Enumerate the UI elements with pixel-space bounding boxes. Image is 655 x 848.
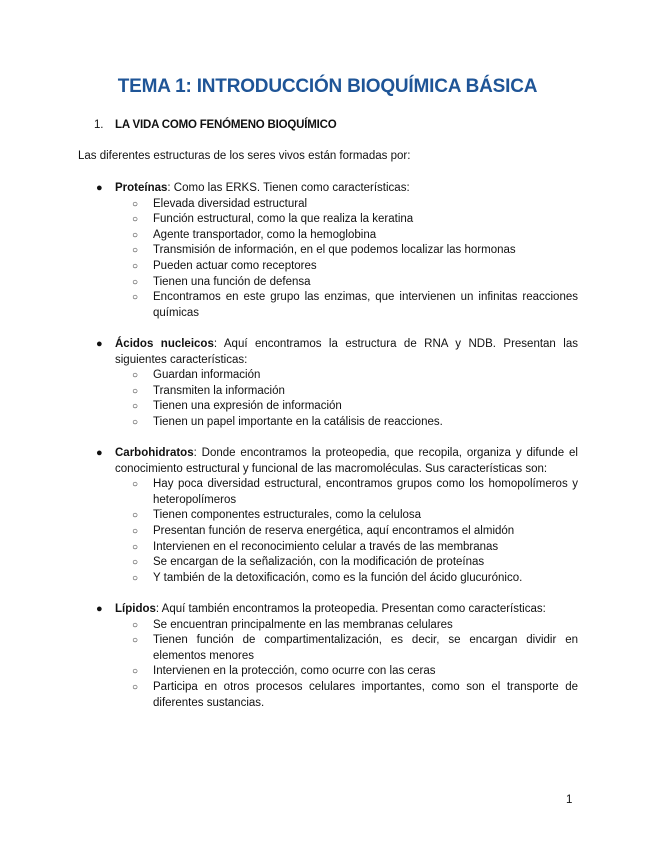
circle-bullet-icon: ○ <box>132 666 139 678</box>
list-item <box>115 228 578 244</box>
list-item <box>115 680 578 711</box>
characteristics-list <box>115 197 578 322</box>
list-item-text: Tienen componentes estructurales, como la celulosa <box>153 509 422 522</box>
group-name: Lípidos <box>115 603 156 616</box>
circle-bullet-icon: ○ <box>132 292 139 304</box>
group-name: Carbohidratos <box>115 447 194 460</box>
list-item-text: Transmiten la información <box>153 384 285 397</box>
list-item-text: Intervienen en el reconocimiento celular a través de las membranas <box>153 540 499 553</box>
group-description: : Aquí encontramos la estructura de RNA y NDB. Presentan las siguientes características: <box>115 337 578 366</box>
circle-bullet-icon: ○ <box>132 541 139 553</box>
list-item-text: Elevada diversidad estructural <box>153 197 308 210</box>
characteristics-list <box>115 368 578 430</box>
list-item-text: Función estructural, como la que realiza la keratina <box>153 213 414 226</box>
list-item-text: Se encuentran principalmente en las membranas celulares <box>153 618 453 631</box>
list-item <box>115 384 578 400</box>
circle-bullet-icon: ○ <box>132 198 139 210</box>
characteristics-list <box>115 618 578 712</box>
list-item <box>115 618 578 634</box>
list-item-text: Intervienen en la protección, como ocurre con las ceras <box>153 665 436 678</box>
list-item <box>115 259 578 275</box>
section-heading <box>94 119 336 131</box>
list-item <box>115 555 578 571</box>
circle-bullet-icon: ○ <box>132 401 139 413</box>
circle-bullet-icon: ○ <box>132 245 139 257</box>
list-item-text: Se encargan de la señalización, con la modificación de proteínas <box>153 556 485 569</box>
group-item <box>94 337 578 431</box>
circle-bullet-icon: ○ <box>132 635 139 647</box>
characteristics-list <box>115 477 578 586</box>
list-item <box>115 243 578 259</box>
list-item-text: Tienen una expresión de información <box>153 400 342 413</box>
list-item <box>115 415 578 431</box>
circle-bullet-icon: ○ <box>132 510 139 522</box>
intro-paragraph: Las diferentes estructuras de los seres vivos están formadas por: <box>78 150 411 162</box>
circle-bullet-icon: ○ <box>132 276 139 288</box>
circle-bullet-icon: ○ <box>132 385 139 397</box>
group-name: Proteínas <box>115 182 168 194</box>
list-item-text: Y también de la detoxificación, como es la función del ácido glucurónico. <box>153 571 523 584</box>
group-description: : Aquí también encontramos la proteopedia. Presentan como características: <box>155 603 546 616</box>
circle-bullet-icon: ○ <box>132 260 139 272</box>
list-item-text: Pueden actuar como receptores <box>153 259 317 272</box>
section-heading-text: LA VIDA COMO FENÓMENO BIOQUÍMICO <box>115 119 337 131</box>
list-item <box>115 540 578 556</box>
group-item <box>94 602 578 711</box>
list-item-text: Tienen función de compartimentalización, es decir, se encargan dividir en elementos menores <box>153 634 578 662</box>
list-item-text: Transmisión de información, en el que podemos localizar las hormonas <box>153 244 516 257</box>
group-name: Ácidos nucleicos <box>115 337 214 350</box>
group-description: : Donde encontramos la proteopedia, que recopila, organiza y difunde el conocimiento estructural y funcional de las macromoléculas. Sus características son: <box>115 447 578 475</box>
list-item-text: Guardan información <box>153 369 261 382</box>
bullet-icon: ● <box>96 603 103 616</box>
circle-bullet-icon: ○ <box>132 619 139 631</box>
list-item <box>115 368 578 384</box>
molecule-groups-list <box>94 181 578 727</box>
page-number: 1 <box>566 794 573 806</box>
circle-bullet-icon: ○ <box>132 214 139 226</box>
group-item <box>94 181 578 321</box>
list-item <box>115 633 578 664</box>
circle-bullet-icon: ○ <box>132 526 139 538</box>
list-item <box>115 524 578 540</box>
list-item <box>115 290 578 321</box>
circle-bullet-icon: ○ <box>132 572 139 584</box>
list-item <box>115 477 578 508</box>
bullet-icon: ● <box>96 337 103 350</box>
list-item <box>115 399 578 415</box>
list-item-text: Tienen un papel importante en la catálisis de reacciones. <box>153 415 443 428</box>
list-item-text: Tienen una función de defensa <box>153 275 311 288</box>
circle-bullet-icon: ○ <box>132 416 139 428</box>
circle-bullet-icon: ○ <box>132 557 139 569</box>
group-description: : Como las ERKS. Tienen como características: <box>167 182 410 194</box>
list-item <box>115 275 578 291</box>
bullet-icon: ● <box>96 447 103 460</box>
list-item <box>115 197 578 213</box>
section-number: 1. <box>94 119 104 131</box>
list-item-text: Hay poca diversidad estructural, encontramos grupos como los homopolímeros y heteropolímeros <box>153 478 578 506</box>
circle-bullet-icon: ○ <box>132 370 139 382</box>
list-item-text: Agente transportador, como la hemoglobina <box>153 228 377 241</box>
list-item-text: Encontramos en este grupo las enzimas, que intervienen un infinitas reacciones químicas <box>153 291 578 319</box>
list-item <box>115 508 578 524</box>
circle-bullet-icon: ○ <box>132 682 139 693</box>
circle-bullet-icon: ○ <box>132 479 139 491</box>
list-item-text: Participa en otros procesos celulares importantes, como son el transporte de diferentes sustancias. <box>153 681 578 709</box>
list-item <box>115 664 578 680</box>
document-title: TEMA 1: INTRODUCCIÓN BIOQUÍMICA BÁSICA <box>117 76 538 97</box>
list-item <box>115 571 578 587</box>
circle-bullet-icon: ○ <box>132 229 139 241</box>
group-item <box>94 446 578 586</box>
list-item <box>115 212 578 228</box>
list-item-text: Presentan función de reserva energética, aquí encontramos el almidón <box>153 525 515 538</box>
bullet-icon: ● <box>96 182 103 194</box>
